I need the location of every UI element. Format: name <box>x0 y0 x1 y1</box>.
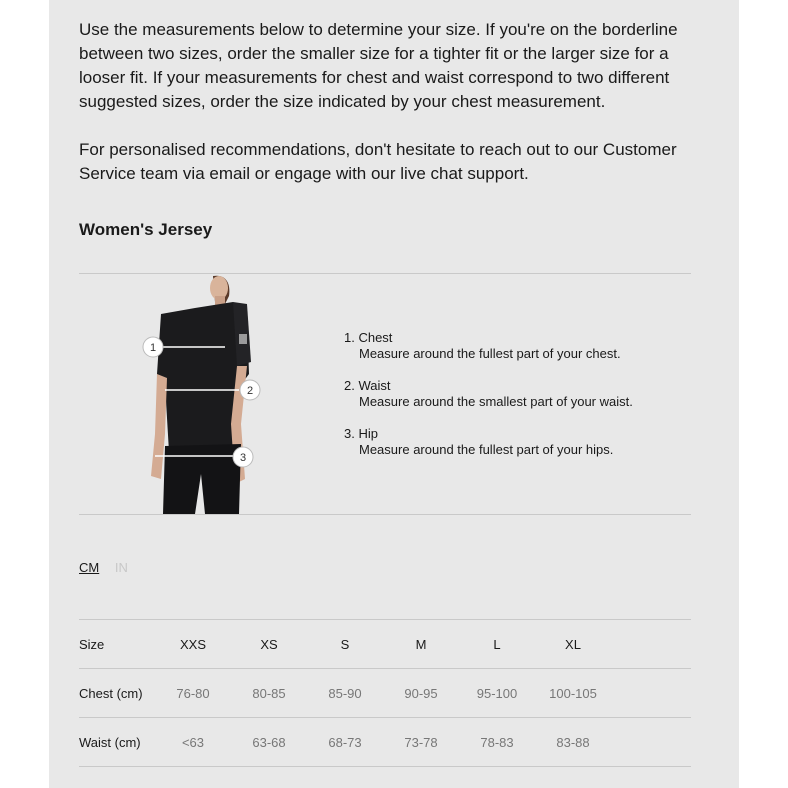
measurement-name: 3. Hip <box>344 426 378 441</box>
table-cell: 63-68 <box>231 718 307 767</box>
table-cell: 80-85 <box>231 669 307 718</box>
svg-text:1: 1 <box>149 342 157 354</box>
size-header-cell: XL <box>535 620 611 669</box>
chest-marker <box>143 337 163 357</box>
unit-toggle <box>79 560 128 575</box>
section-title: Women's Jersey <box>79 220 213 239</box>
unit-cm-tab[interactable]: CM <box>79 560 100 575</box>
hip-marker <box>233 447 253 467</box>
intro-paragraph-2: For personalised recommendations, don't hesitate to reach out to our Customer Service team via email or engage with our live chat support. <box>79 140 677 183</box>
table-cell: 90-95 <box>383 669 459 718</box>
table-header-row <box>79 620 691 669</box>
table-cell: 73-78 <box>383 718 459 767</box>
table-cell: <63 <box>155 718 231 767</box>
jersey-model-figure <box>135 274 265 514</box>
size-header-cell: XS <box>231 620 307 669</box>
svg-text:3: 3 <box>239 452 247 464</box>
waist-marker <box>240 380 260 400</box>
table-cell: 100-105 <box>535 669 611 718</box>
table-cell: 76-80 <box>155 669 231 718</box>
size-chart-table <box>79 619 691 767</box>
table-spacer <box>611 669 691 718</box>
table-spacer <box>611 718 691 767</box>
measurement-description: Measure around the fullest part of your chest. <box>359 346 621 361</box>
divider <box>79 514 691 515</box>
row-label: Waist (cm) <box>79 718 155 767</box>
row-label: Chest (cm) <box>79 669 155 718</box>
measurement-name: 1. Chest <box>344 330 393 345</box>
measurement-description: Measure around the smallest part of your waist. <box>359 394 633 409</box>
measurement-item-waist <box>344 378 633 410</box>
measurement-instructions <box>344 330 633 474</box>
table-row <box>79 718 691 767</box>
measurement-item-hip <box>344 426 633 458</box>
size-header-cell: XXS <box>155 620 231 669</box>
size-header-cell: M <box>383 620 459 669</box>
unit-in-tab[interactable]: IN <box>114 560 128 575</box>
table-cell: 95-100 <box>459 669 535 718</box>
size-header-label: Size <box>79 620 155 669</box>
table-cell: 68-73 <box>307 718 383 767</box>
table-row <box>79 669 691 718</box>
table-spacer <box>611 620 691 669</box>
svg-text:2: 2 <box>246 385 254 397</box>
measurement-item-chest <box>344 330 633 362</box>
size-header-cell: S <box>307 620 383 669</box>
measurement-name: 2. Waist <box>344 378 391 393</box>
measurement-description: Measure around the fullest part of your hips. <box>359 442 614 457</box>
table-cell: 83-88 <box>535 718 611 767</box>
size-header-cell: L <box>459 620 535 669</box>
intro-paragraph-1: Use the measurements below to determine your size. If you're on the borderline between two sizes, order the smaller size for a tighter fit or the larger size for a looser fit. If your measurements for chest and waist correspond to two different suggested sizes, order the size indicated by your chest measurement. <box>79 20 678 111</box>
table-cell: 78-83 <box>459 718 535 767</box>
table-cell: 85-90 <box>307 669 383 718</box>
